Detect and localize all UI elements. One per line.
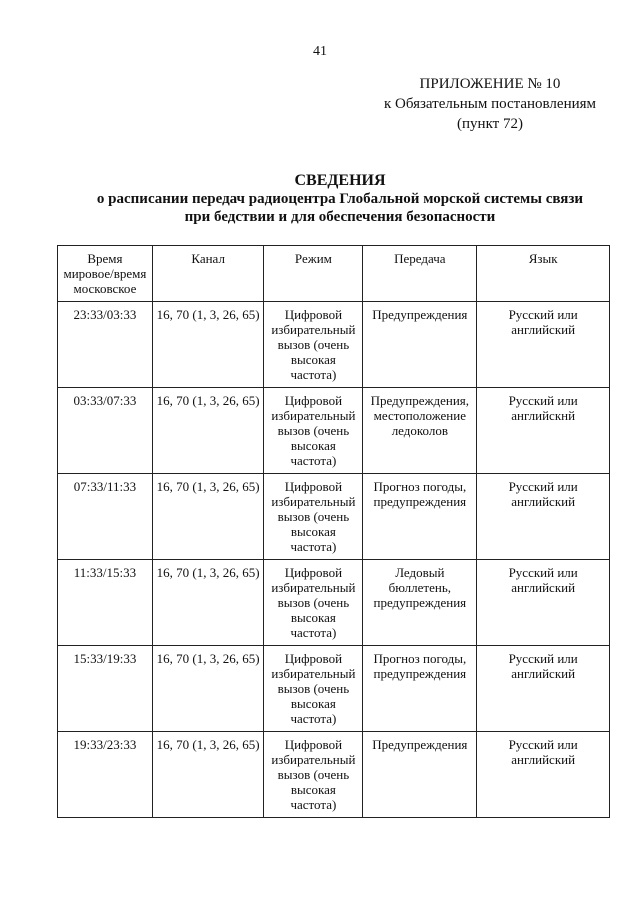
table-row (58, 732, 610, 818)
cell-transmission: Ледовый бюллетень, предупреждения (363, 560, 477, 646)
cell-language: Русский или английский (477, 732, 610, 818)
table-header-row (58, 246, 610, 302)
title-line-2: при бедствии и для обеспечения безопасности (184, 209, 496, 225)
cell-channel: 16, 70 (1, 3, 26, 65) (152, 646, 264, 732)
cell-time: 07:33/11:33 (58, 474, 153, 560)
cell-mode: Цифровой избирательный вызов (очень высокая частота) (264, 732, 363, 818)
cell-mode: Цифровой избирательный вызов (очень высокая частота) (264, 474, 363, 560)
column-header-mode: Режим (264, 246, 363, 302)
annex-clause: (пункт 72) (457, 116, 523, 132)
title-heading: СВЕДЕНИЯ (294, 172, 386, 189)
cell-language: Русский или английский (477, 560, 610, 646)
cell-language: Русский или английскнй (477, 388, 610, 474)
cell-channel: 16, 70 (1, 3, 26, 65) (152, 474, 264, 560)
column-header-language: Язык (477, 246, 610, 302)
cell-time: 19:33/23:33 (58, 732, 153, 818)
table-row (58, 474, 610, 560)
cell-language: Русский или английский (477, 474, 610, 560)
cell-transmission: Предупреждения, местоположение ледоколов (363, 388, 477, 474)
cell-language: Русский или английский (477, 302, 610, 388)
annex-block (370, 74, 610, 134)
schedule-table (57, 245, 610, 818)
cell-mode: Цифровой избирательный вызов (очень высокая частота) (264, 646, 363, 732)
cell-channel: 16, 70 (1, 3, 26, 65) (152, 302, 264, 388)
table-row (58, 646, 610, 732)
cell-language: Русский или английский (477, 646, 610, 732)
cell-transmission: Предупреждения (363, 302, 477, 388)
column-header-channel: Канал (152, 246, 264, 302)
cell-mode: Цифровой избирательный вызов (очень высокая частота) (264, 302, 363, 388)
column-header-time: Время мировое/время московское (58, 246, 153, 302)
cell-time: 03:33/07:33 (58, 388, 153, 474)
cell-time: 11:33/15:33 (58, 560, 153, 646)
annex-reference: к Обязательным постановлениям (383, 96, 597, 112)
cell-transmission: Прогноз погоды, предупреждения (363, 646, 477, 732)
column-header-transmission: Передача (363, 246, 477, 302)
cell-channel: 16, 70 (1, 3, 26, 65) (152, 560, 264, 646)
title-line-1: о расписании передач радиоцентра Глобальной морской системы связи (96, 191, 584, 207)
page-number: 41 (313, 44, 327, 59)
document-title (40, 172, 640, 226)
cell-mode: Цифровой избирательный вызов (очень высокая частота) (264, 560, 363, 646)
cell-time: 15:33/19:33 (58, 646, 153, 732)
cell-time: 23:33/03:33 (58, 302, 153, 388)
cell-channel: 16, 70 (1, 3, 26, 65) (152, 732, 264, 818)
annex-title: ПРИЛОЖЕНИЕ № 10 (419, 76, 561, 92)
cell-transmission: Прогноз погоды, предупреждения (363, 474, 477, 560)
table-row (58, 302, 610, 388)
table-row (58, 388, 610, 474)
cell-channel: 16, 70 (1, 3, 26, 65) (152, 388, 264, 474)
table-row (58, 560, 610, 646)
cell-mode: Цифровой избирательный вызов (очень высокая частота) (264, 388, 363, 474)
cell-transmission: Предупреждения (363, 732, 477, 818)
